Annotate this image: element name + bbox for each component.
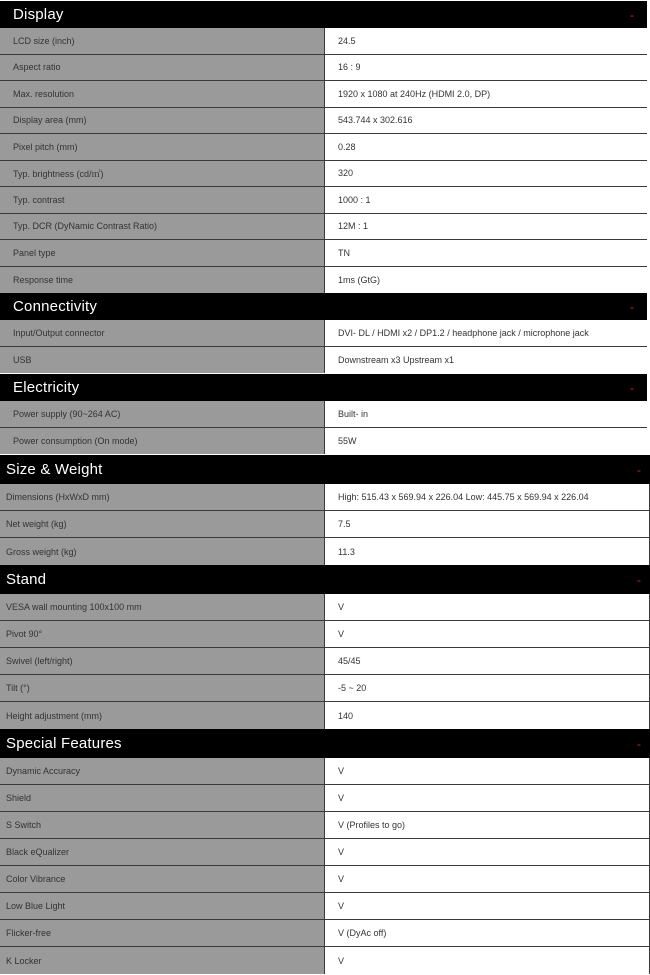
spec-row [0, 81, 647, 108]
collapse-icon[interactable]: - [637, 736, 641, 751]
spec-label: Power supply (90~264 AC) [0, 401, 324, 427]
spec-value: V (DyAc off) [324, 920, 650, 946]
spec-row [0, 320, 647, 347]
collapse-icon[interactable]: - [637, 462, 641, 477]
spec-row [0, 108, 647, 135]
spec-label: S Switch [0, 812, 324, 838]
section-special-features [0, 729, 650, 974]
section-size-weight [0, 455, 650, 565]
collapse-icon[interactable]: - [637, 572, 641, 587]
spec-row [0, 267, 647, 294]
spec-value: 7.5 [324, 511, 650, 537]
spec-label: Typ. DCR (DyNamic Contrast Ratio) [0, 214, 324, 240]
spec-label: Power consumption (On mode) [0, 428, 324, 455]
section-header-display[interactable] [0, 1, 647, 28]
section-title: Display [13, 6, 64, 23]
spec-row [0, 134, 647, 161]
section-stand [0, 565, 650, 729]
section-connectivity [0, 293, 647, 373]
spec-value: 55W [324, 428, 647, 455]
spec-row [0, 839, 650, 866]
spec-row [0, 214, 647, 241]
spec-label: Pixel pitch (mm) [0, 134, 324, 160]
section-title: Stand [6, 571, 47, 588]
spec-value: 320 [324, 161, 647, 187]
spec-value: 45/45 [324, 648, 650, 674]
section-display [0, 1, 647, 293]
spec-label: LCD size (inch) [0, 28, 324, 54]
spec-row [0, 28, 647, 55]
spec-value: V [324, 594, 650, 620]
spec-value: High: 515.43 x 569.94 x 226.04 Low: 445.75 x 569.94 x 226.04 [324, 484, 650, 510]
spec-label: Black eQualizer [0, 839, 324, 865]
section-title: Connectivity [13, 298, 98, 315]
spec-value: DVI- DL / HDMI x2 / DP1.2 / headphone jack / microphone jack [324, 320, 647, 346]
spec-value: 12M : 1 [324, 214, 647, 240]
spec-label: Dynamic Accuracy [0, 758, 324, 784]
spec-label: Response time [0, 267, 324, 294]
spec-table [0, 594, 650, 729]
spec-value: 11.3 [324, 538, 650, 565]
spec-value: 24.5 [324, 28, 647, 54]
spec-label: Swivel (left/right) [0, 648, 324, 674]
spec-row [0, 648, 650, 675]
spec-value: V [324, 785, 650, 811]
spec-row [0, 428, 647, 455]
spec-label: Tilt (°) [0, 675, 324, 701]
spec-label: Display area (mm) [0, 108, 324, 134]
spec-row [0, 920, 650, 947]
spec-table [0, 320, 647, 373]
section-header-electricity[interactable] [0, 374, 647, 401]
spec-label: Input/Output connector [0, 320, 324, 346]
spec-row [0, 866, 650, 893]
spec-row [0, 511, 650, 538]
spec-label: Max. resolution [0, 81, 324, 107]
spec-row [0, 484, 650, 511]
spec-value: Downstream x3 Upstream x1 [324, 347, 647, 374]
spec-row [0, 347, 647, 374]
spec-table [0, 401, 647, 454]
spec-row [0, 55, 647, 82]
section-title: Size & Weight [6, 461, 103, 478]
spec-value: V [324, 947, 650, 974]
spec-value: 543.744 x 302.616 [324, 108, 647, 134]
spec-table [0, 758, 650, 974]
spec-row [0, 893, 650, 920]
spec-value: 1000 : 1 [324, 187, 647, 213]
section-header-stand[interactable] [0, 565, 650, 594]
spec-value: 1ms (GtG) [324, 267, 647, 294]
collapse-icon[interactable]: - [630, 299, 634, 314]
spec-label: Net weight (kg) [0, 511, 324, 537]
section-header-connectivity[interactable] [0, 293, 647, 320]
collapse-icon[interactable]: - [630, 7, 634, 22]
spec-label: Panel type [0, 240, 324, 266]
spec-label: Aspect ratio [0, 55, 324, 81]
spec-value: -5 ~ 20 [324, 675, 650, 701]
spec-row [0, 240, 647, 267]
section-title: Special Features [6, 735, 122, 752]
section-header-size-weight[interactable] [0, 455, 650, 484]
collapse-icon[interactable]: - [630, 380, 634, 395]
spec-value: V [324, 893, 650, 919]
section-electricity [0, 374, 647, 454]
spec-table [0, 484, 650, 565]
spec-row [0, 675, 650, 702]
spec-label: Dimensions (HxWxD mm) [0, 484, 324, 510]
spec-value: 0.28 [324, 134, 647, 160]
spec-label: K Locker [0, 947, 324, 974]
spec-row [0, 187, 647, 214]
spec-label: USB [0, 347, 324, 374]
spec-value: TN [324, 240, 647, 266]
spec-row [0, 947, 650, 974]
spec-label: Low Blue Light [0, 893, 324, 919]
spec-value: Built- in [324, 401, 647, 427]
spec-label: Gross weight (kg) [0, 538, 324, 565]
spec-row [0, 702, 650, 729]
section-header-special-features[interactable] [0, 729, 650, 758]
spec-row [0, 785, 650, 812]
spec-value: V (Profiles to go) [324, 812, 650, 838]
spec-row [0, 161, 647, 188]
spec-value: V [324, 866, 650, 892]
spec-row [0, 538, 650, 565]
spec-value: 140 [324, 702, 650, 729]
spec-label: Shield [0, 785, 324, 811]
spec-value: 16 : 9 [324, 55, 647, 81]
spec-row [0, 621, 650, 648]
spec-label: Typ. contrast [0, 187, 324, 213]
spec-table [0, 28, 647, 293]
spec-label: VESA wall mounting 100x100 mm [0, 594, 324, 620]
spec-value: 1920 x 1080 at 240Hz (HDMI 2.0, DP) [324, 81, 647, 107]
spec-value: V [324, 621, 650, 647]
spec-label: Color Vibrance [0, 866, 324, 892]
spec-value: V [324, 758, 650, 784]
section-title: Electricity [13, 379, 80, 396]
spec-label: Typ. brightness (cd/㎡) [0, 161, 324, 187]
spec-row [0, 758, 650, 785]
spec-label: Flicker-free [0, 920, 324, 946]
spec-value: V [324, 839, 650, 865]
spec-row [0, 594, 650, 621]
spec-label: Height adjustment (mm) [0, 702, 324, 729]
spec-label: Pivot 90° [0, 621, 324, 647]
spec-row [0, 401, 647, 428]
spec-row [0, 812, 650, 839]
